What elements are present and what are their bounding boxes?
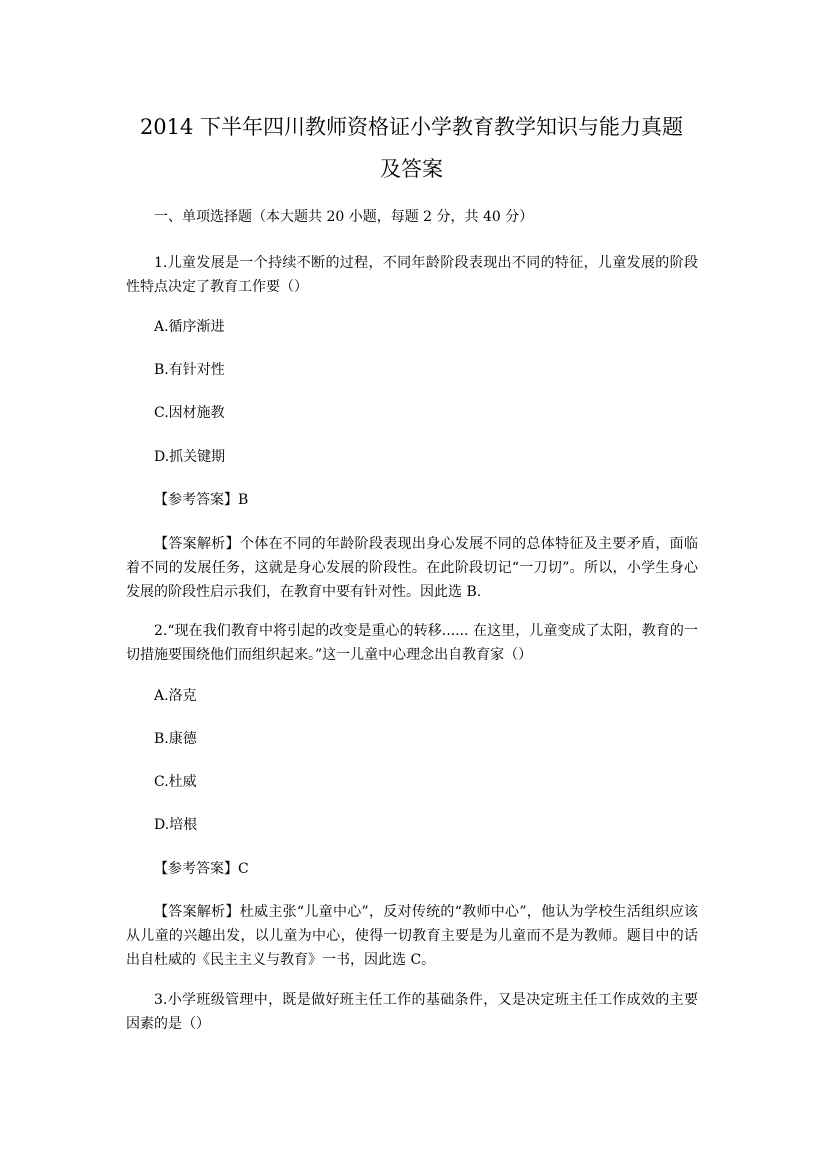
question-2-option-a: A.洛克 [154, 688, 197, 704]
question-2-option-b: B.康德 [154, 731, 197, 747]
question-1-answer: 【参考答案】B [154, 492, 249, 508]
question-1-stem: 1.儿童发展是一个持续不断的过程，不同年龄阶段表现出不同的特征，儿童发展的阶段性特点决定了教育工作要（） [126, 255, 698, 295]
question-2-option-d: D.培根 [154, 817, 198, 833]
document-title: 2014 下半年四川教师资格证小学教育教学知识与能力真题及答案 [139, 115, 684, 181]
question-1-option-b: B.有针对性 [154, 362, 225, 378]
question-2-answer: 【参考答案】C [154, 861, 249, 877]
question-2-analysis: 【答案解析】杜威主张“儿童中心”，反对传统的“教师中心”，他认为学校生活组织应该从儿童的兴趣出发，以儿童为中心，使得一切教育主要是为儿童而不是为教师。题目中的话出自杜威的《民主主义与教育》一书，因此选 C。 [126, 904, 698, 968]
section-heading: 一、单项选择题（本大题共 20 小题，每题 2 分，共 40 分） [154, 209, 534, 225]
question-2-stem: 2.“现在我们教育中将引起的改变是重心的转移...... 在这里，儿童变成了太阳，教育的一切措施要围绕他们而组织起来。”这一儿童中心理念出自教育家（） [126, 623, 698, 663]
question-3-stem: 3.小学班级管理中，既是做好班主任工作的基础条件，又是决定班主任工作成效的主要因素的是（） [126, 992, 698, 1032]
question-2-option-c: C.杜威 [154, 774, 197, 790]
question-1-analysis: 【答案解析】个体在不同的年龄阶段表现出身心发展不同的总体特征及主要矛盾，面临着不同的发展任务，这就是身心发展的阶段性。在此阶段切记“一刀切”。所以，小学生身心发展的阶段性启示我们，在教育中要有针对性。因此选 B. [126, 536, 698, 600]
question-1-option-d: D.抓关键期 [154, 449, 226, 465]
question-1-option-c: C.因材施教 [154, 405, 225, 421]
question-1-option-a: A.循序渐进 [154, 319, 225, 335]
